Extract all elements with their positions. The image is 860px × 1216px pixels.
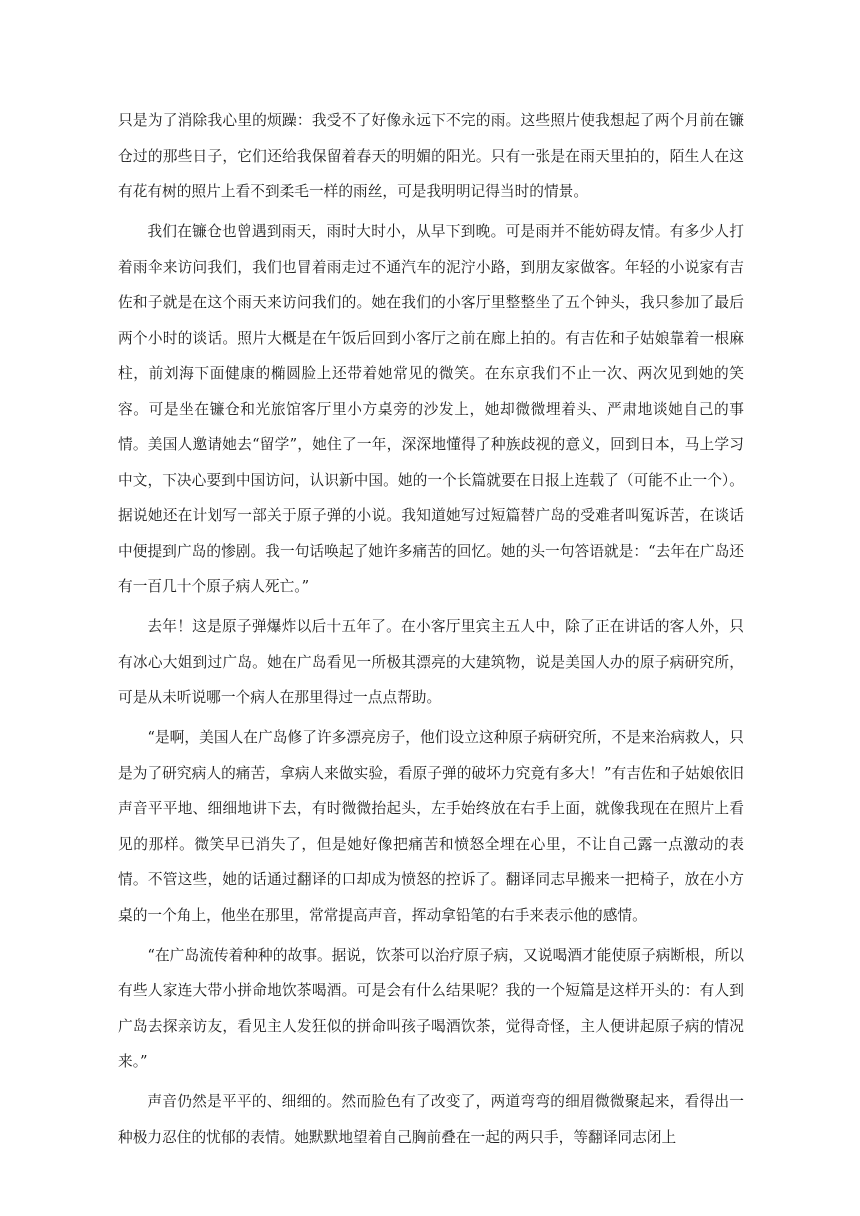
paragraph: “在广岛流传着种种的故事。据说，饮茶可以治疗原子病，又说喝酒才能使原子病断根，所以有些人家连大带小拼命地饮茶喝酒。可是会有什么结果呢？我的一个短篇是这样开头的：有人到广岛去探亲访友，看见主人发狂似的拼命叫孩子喝酒饮茶，觉得奇怪，主人便讲起原子病的情况来。” xyxy=(118,946,744,1070)
paragraph: 只是为了消除我心里的烦躁：我受不了好像永远下不完的雨。这些照片使我想起了两个月前在镰仓过的那些日子，它们还给我保留着春天的明媚的阳光。只有一张是在雨天里拍的，陌生人在这有花有树的照片上看不到柔毛一样的雨丝，可是我明明记得当时的情景。 xyxy=(118,112,744,200)
paragraph: 我们在镰仓也曾遇到雨天，雨时大时小，从早下到晚。可是雨并不能妨碍友情。有多少人打着雨伞来访问我们，我们也冒着雨走过不通汽车的泥泞小路，到朋友家做客。年轻的小说家有吉佐和子就是在这个雨天来访问我们的。她在我们的小客厅里整整坐了五个钟头，我只参加了最后两个小时的谈话。照片大概是在午饭后回到小客厅之前在廊上拍的。有吉佐和子姑娘靠着一根麻柱，前刘海下面健康的椭圆脸上还带着她常见的微笑。在东京我们不止一次、两次见到她的笑容。可是坐在镰仓和光旅馆客厅里小方桌旁的沙发上，她却微微埋着头、严肃地谈她自己的事情。美国人邀请她去“留学”，她住了一年，深深地懂得了种族歧视的意义，回到日本，马上学习中文，下决心要到中国访问，认识新中国。她的一个长篇就要在日报上连载了（可能不止一个）。据说她还在计划写一部关于原子弹的小说。我知道她写过短篇替广岛的受难者叫冤诉苦，在谈话中便提到广岛的惨剧。我一句话唤起了她许多痛苦的回忆。她的头一句答语就是：“去年在广岛还有一百几十个原子病人死亡。” xyxy=(118,223,744,595)
document-page xyxy=(118,103,744,1160)
paragraph: 去年！这是原子弹爆炸以后十五年了。在小客厅里宾主五人中，除了正在讲话的客人外，只有冰心大姐到过广岛。她在广岛看见一所极其漂亮的大建筑物，说是美国人办的原子病研究所，可是从未听说哪一个病人在那里得过一点点帮助。 xyxy=(118,618,744,706)
paragraph: 声音仍然是平平的、细细的。然而脸色有了改变了，两道弯弯的细眉微微聚起来，看得出一种极力忍住的忧郁的表情。她默默地望着自己胸前叠在一起的两只手，等翻译同志闭上 xyxy=(118,1093,744,1146)
paragraph: “是啊，美国人在广岛修了许多漂亮房子，他们设立这种原子病研究所，不是来治病救人，只是为了研究病人的痛苦，拿病人来做实验，看原子弹的破坏力究竟有多大！”有吉佐和子姑娘依旧声音平平地、细细地讲下去，有时微微抬起头，左手始终放在右手上面，就像我现在在照片上看见的那样。微笑早已消失了，但是她好像把痛苦和愤怒全埋在心里，不让自己露一点激动的表情。不管这些，她的话通过翻译的口却成为愤怒的控诉了。翻译同志早搬来一把椅子，放在小方桌的一个角上，他坐在那里，常常提高声音，挥动拿铅笔的右手来表示他的感情。 xyxy=(118,729,744,924)
